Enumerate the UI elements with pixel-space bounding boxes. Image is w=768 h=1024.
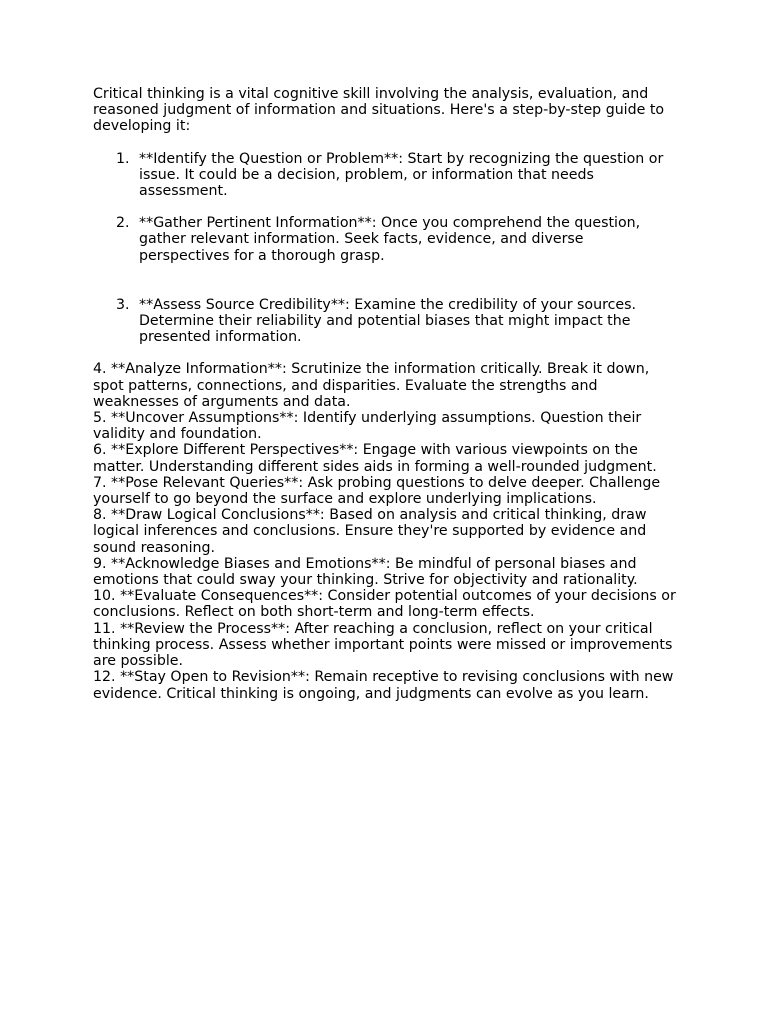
list-number: 1.	[116, 150, 130, 167]
list-number: 2.	[116, 215, 130, 232]
list-item: 7. **Pose Relevant Queries**: Ask probing questions to delve deeper. Challenge yourself to go beyond the surface and explore underlying implications.	[93, 474, 661, 508]
numbered-list	[93, 151, 678, 346]
list-item: 10. **Evaluate Consequences**: Consider potential outcomes of your decisions or conclusions. Reflect on both short-term and long-term effects.	[93, 588, 676, 621]
list-item: 8. **Draw Logical Conclusions**: Based on analysis and critical thinking, draw logical inferences and conclusions. Ensure they're supported by evidence and sound reasoning.	[93, 507, 647, 556]
list-item: 6. **Explore Different Perspectives**: Engage with various viewpoints on the matter. Understanding different sides aids in forming a well-rounded judgment.	[93, 442, 657, 475]
intro-paragraph: Critical thinking is a vital cognitive skill involving the analysis, evaluation, and reasoned judgment of information and situations. Here's a step-by-step guide to developing it:	[93, 86, 665, 135]
list-item-text: **Identify the Question or Problem**: Start by recognizing the question or issue. It could be a decision, problem, or information that needs assessment.	[139, 150, 664, 200]
list-item: 12. **Stay Open to Revision**: Remain receptive to revising conclusions with new evidence. Critical thinking is ongoing, and judgments can evolve as you learn.	[93, 669, 674, 702]
list-item	[93, 215, 678, 264]
list-item: 4. **Analyze Information**: Scrutinize the information critically. Break it down, spot patterns, connections, and disparities. Evaluate the strengths and weaknesses of arguments and data.	[93, 361, 650, 410]
list-item-text: **Gather Pertinent Information**: Once you comprehend the question, gather relevant information. Seek facts, evidence, and diverse perspectives for a thorough grasp.	[139, 215, 641, 264]
list-item: 5. **Uncover Assumptions**: Identify underlying assumptions. Question their validity and foundation.	[93, 410, 642, 443]
list-item	[93, 151, 678, 200]
list-item	[93, 297, 678, 346]
list-number: 3.	[116, 296, 130, 313]
list-item: 9. **Acknowledge Biases and Emotions**: Be mindful of personal biases and emotions that could sway your thinking. Strive for objectivity and rationality.	[93, 555, 638, 589]
document-page	[93, 86, 678, 702]
list-item-text: **Assess Source Credibility**: Examine the credibility of your sources. Determine their reliability and potential biases that might impact the presented information.	[139, 296, 637, 346]
list-item: 11. **Review the Process**: After reaching a conclusion, reflect on your critical thinking process. Assess whether important points were missed or improvements are possible.	[93, 620, 673, 670]
flat-list	[93, 361, 678, 701]
